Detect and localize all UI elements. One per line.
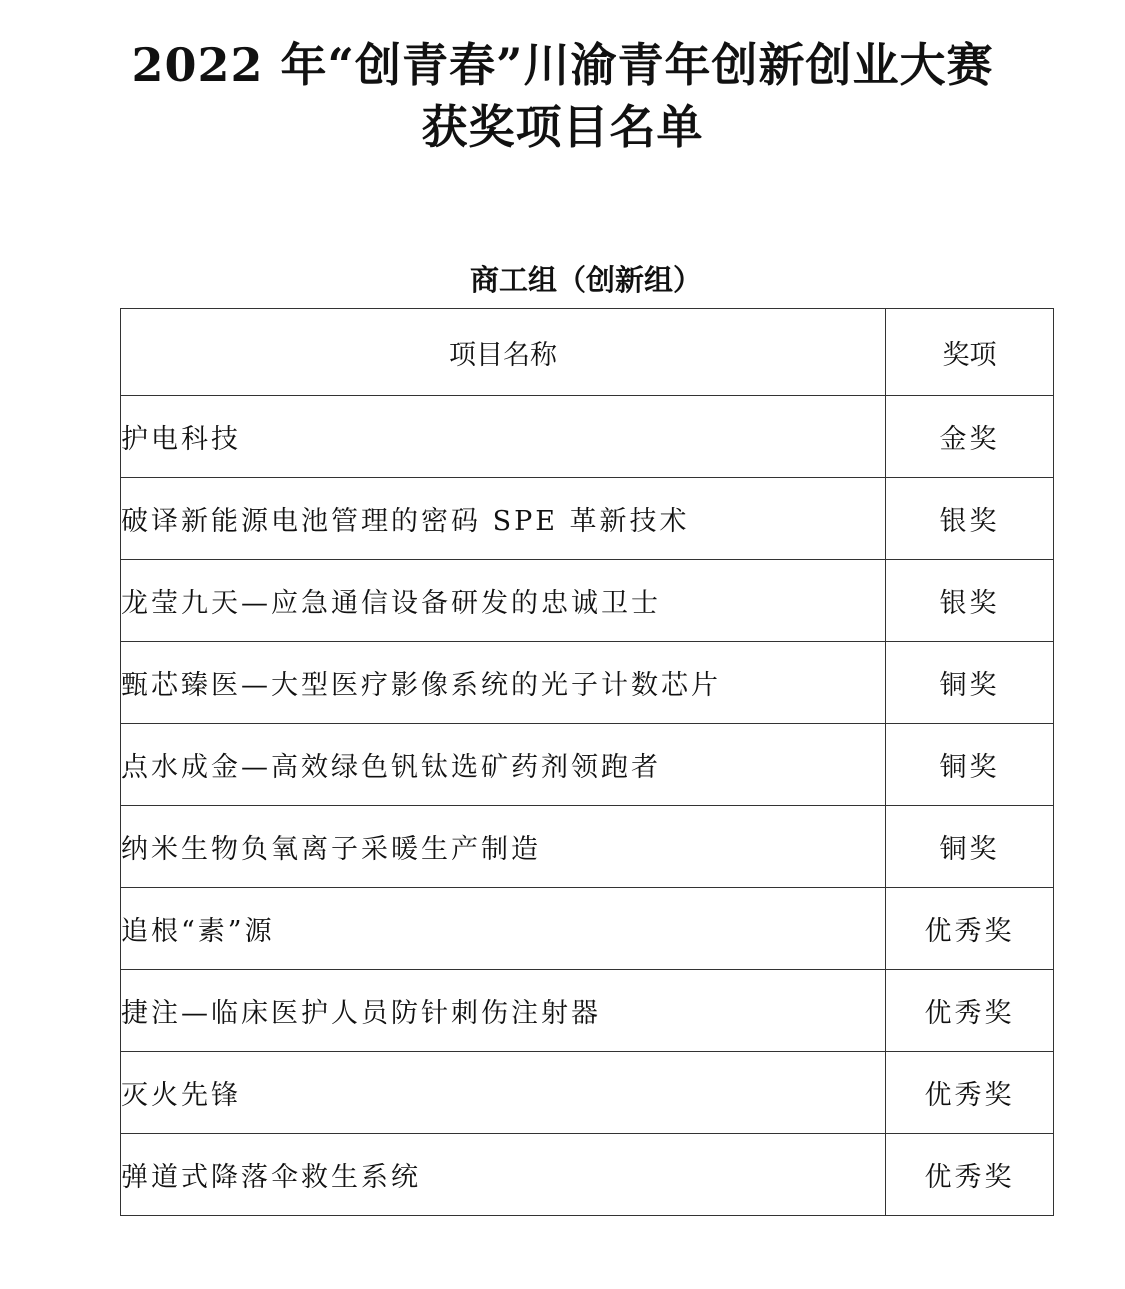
table-row (121, 1052, 1054, 1134)
table-row (121, 806, 1054, 888)
document-title-line2: 获奖项目名单 (421, 100, 704, 154)
award-cell: 优秀奖 (886, 970, 1054, 1052)
table-header-row (121, 309, 1054, 396)
award-cell: 金奖 (886, 396, 1054, 478)
award-cell: 铜奖 (886, 642, 1054, 724)
document-title (0, 34, 1125, 158)
project-name-cell: 甄芯臻医—大型医疗影像系统的光子计数芯片 (121, 642, 886, 724)
table-row (121, 970, 1054, 1052)
table-row (121, 478, 1054, 560)
award-cell: 铜奖 (886, 806, 1054, 888)
project-name-cell: 捷注—临床医护人员防针刺伤注射器 (121, 970, 886, 1052)
table-row (121, 396, 1054, 478)
project-name-cell: 追根“素”源 (121, 888, 886, 970)
award-table (120, 308, 1054, 1216)
header-award: 奖项 (886, 309, 1054, 396)
table-row (121, 1134, 1054, 1216)
project-name-cell: 龙莹九天—应急通信设备研发的忠诚卫士 (121, 560, 886, 642)
project-name-cell: 破译新能源电池管理的密码 SPE 革新技术 (121, 478, 886, 560)
award-cell: 银奖 (886, 478, 1054, 560)
project-name-cell: 灭火先锋 (121, 1052, 886, 1134)
group-heading: 商工组（创新组） (469, 263, 702, 297)
project-name-cell: 纳米生物负氧离子采暖生产制造 (121, 806, 886, 888)
project-name-cell: 弹道式降落伞救生系统 (121, 1134, 886, 1216)
award-cell: 优秀奖 (886, 888, 1054, 970)
table-row (121, 888, 1054, 970)
award-cell: 银奖 (886, 560, 1054, 642)
table-row (121, 560, 1054, 642)
document-title-line1: 2022 年“创青春”川渝青年创新创业大赛 (131, 38, 994, 92)
header-project-name: 项目名称 (121, 309, 886, 396)
award-cell: 优秀奖 (886, 1134, 1054, 1216)
table-row (121, 642, 1054, 724)
project-name-cell: 护电科技 (121, 396, 886, 478)
award-cell: 优秀奖 (886, 1052, 1054, 1134)
table-row (121, 724, 1054, 806)
project-name-cell: 点水成金—高效绿色钒钛选矿药剂领跑者 (121, 724, 886, 806)
award-cell: 铜奖 (886, 724, 1054, 806)
